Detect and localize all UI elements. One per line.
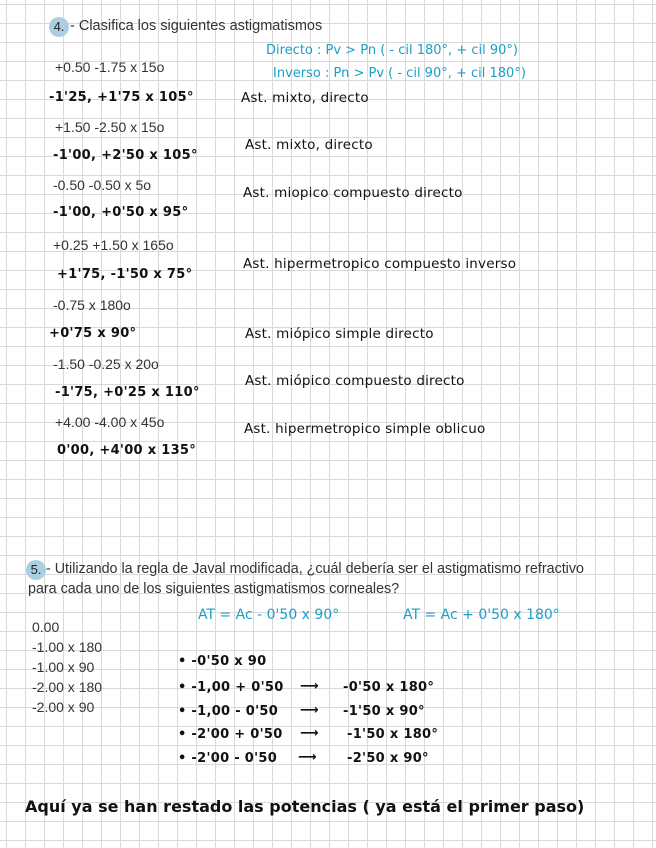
corneal-astig-3: -1.00 x 90 — [32, 659, 95, 675]
corneal-astig-1: 0.00 — [32, 619, 60, 635]
corneal-astig-2: -1.00 x 180 — [32, 639, 103, 655]
legend-inverse: Inverso : Pn > Pv ( - cil 90°, + cil 180°) — [273, 66, 526, 81]
transposed-3: -1'00, +0'50 x 95° — [53, 205, 189, 220]
javal-result-3: -1'50 x 90° — [343, 704, 425, 719]
javal-formula-2: AT = Ac + 0'50 x 180° — [403, 607, 560, 623]
classification-3: Ast. miopico compuesto directo — [243, 185, 463, 201]
javal-calc-3: • -1,00 - 0'50 — [178, 704, 279, 719]
transposed-5: +0'75 x 90° — [49, 326, 137, 341]
javal-formula-1: AT = Ac - 0'50 x 90° — [198, 607, 340, 623]
transposed-2: -1'00, +2'50 x 105° — [53, 148, 198, 163]
arrow-icon: ⟶ — [300, 679, 319, 694]
exercise-4-number-badge: 4. — [49, 17, 69, 37]
javal-result-5: -2'50 x 90° — [347, 751, 429, 766]
javal-calc-1: • -0'50 x 90 — [178, 654, 267, 669]
javal-result-4: -1'50 x 180° — [347, 727, 439, 742]
prescription-2: +1.50 -2.50 x 15o — [55, 119, 165, 135]
prescription-6: -1.50 -0.25 x 20o — [53, 356, 159, 372]
exercise-5-number-badge: 5. — [26, 560, 46, 580]
transposed-1: -1'25, +1'75 x 105° — [49, 90, 194, 105]
exercise-5-question-line-2: para cada uno de los siguientes astigmatismos corneales? — [28, 581, 400, 597]
javal-calc-4: • -2'00 + 0'50 — [178, 727, 283, 742]
classification-4: Ast. hipermetropico compuesto inverso — [243, 256, 517, 272]
classification-6: Ast. miópico compuesto directo — [245, 373, 465, 389]
arrow-icon: ⟶ — [298, 750, 317, 765]
corneal-astig-4: -2.00 x 180 — [32, 679, 103, 695]
classification-1: Ast. mixto, directo — [241, 90, 369, 106]
exercise-4-title: - Clasifica los siguientes astigmatismos — [70, 18, 323, 34]
arrow-icon: ⟶ — [300, 703, 319, 718]
prescription-5: -0.75 x 180o — [53, 297, 131, 313]
transposed-6: -1'75, +0'25 x 110° — [55, 385, 200, 400]
legend-direct: Directo : Pv > Pn ( - cil 180°, + cil 90°) — [266, 43, 518, 58]
prescription-4: +0.25 +1.50 x 165o — [53, 237, 174, 253]
javal-calc-5: • -2'00 - 0'50 — [178, 751, 278, 766]
prescription-7: +4.00 -4.00 x 45o — [55, 414, 165, 430]
classification-5: Ast. miópico simple directo — [245, 326, 434, 342]
prescription-3: -0.50 -0.50 x 5o — [53, 177, 152, 193]
transposed-7: 0'00, +4'00 x 135° — [57, 443, 197, 458]
corneal-astig-5: -2.00 x 90 — [32, 699, 95, 715]
javal-calc-2: • -1,00 + 0'50 — [178, 680, 284, 695]
prescription-1: +0.50 -1.75 x 15o — [55, 59, 165, 75]
arrow-icon: ⟶ — [300, 726, 319, 741]
classification-7: Ast. hipermetropico simple oblicuo — [244, 421, 486, 437]
footer-note: Aquí ya se han restado las potencias ( ya está el primer paso) — [25, 797, 585, 816]
javal-result-2: -0'50 x 180° — [343, 680, 435, 695]
transposed-4: +1'75, -1'50 x 75° — [57, 267, 193, 282]
exercise-5-question-line-1: - Utilizando la regla de Javal modificada, ¿cuál debería ser el astigmatismo refractivo — [46, 561, 584, 577]
classification-2: Ast. mixto, directo — [245, 137, 373, 153]
